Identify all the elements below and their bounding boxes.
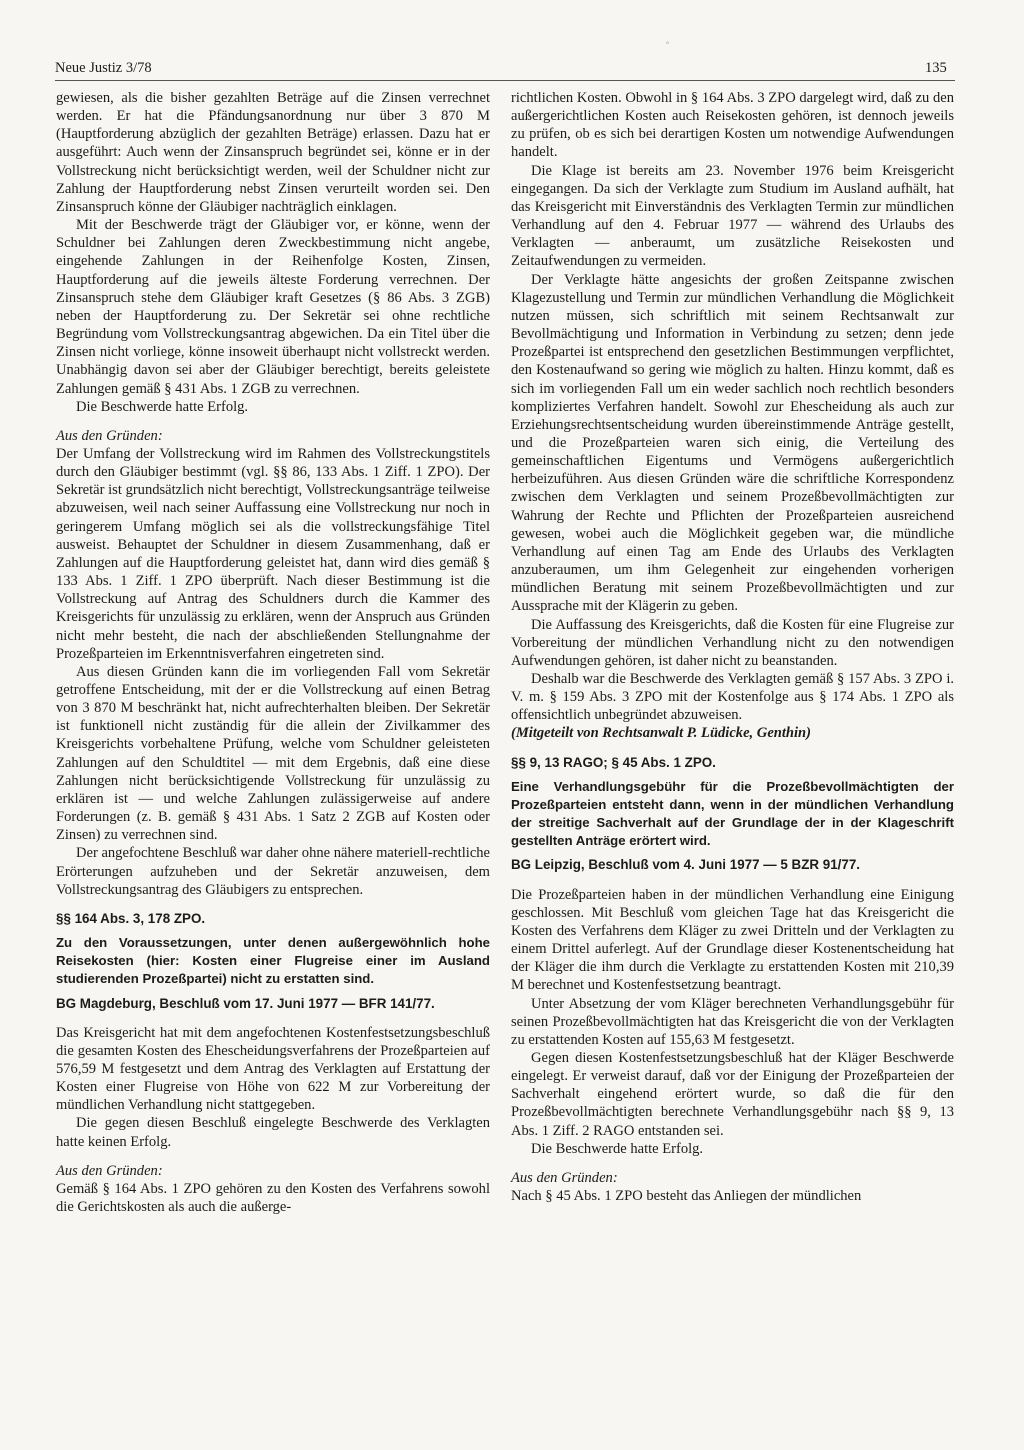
paragraph: Die Prozeßparteien haben in der mündlichen Verhandlung eine Einigung geschlossen. Mit Beschluß vom gleichen Tage hat das Kreisgericht die Kosten des Verfahrens dem Kläger zu zwei Dritteln und der Verklagten zu einem Drittel auferlegt. Auf der Grundlage dieser Kostenentscheidung hat der Kläger die ihm durch die Verklagte zu erstattenden Kosten mit 210,39 M berechnet und Kostenfestsetzung beantragt. — [511, 886, 954, 994]
spacer — [511, 875, 954, 886]
paragraph: Gegen diesen Kostenfestsetzungsbeschluß hat der Kläger Beschwerde eingelegt. Er verweist darauf, daß vor der Einigung der Prozeßparteien der Sachverhalt eingehend erörtert wurde, so daß die für den Prozeßbevollmächtigten berechnete Verhandlungsgebühr nach §§ 9, 13 Abs. 1 Ziff. 2 RAGO entstanden sei. — [511, 1049, 954, 1139]
citation-heading: §§ 164 Abs. 3, 178 ZPO. — [56, 910, 206, 926]
paragraph: Die gegen diesen Beschluß eingelegte Beschwerde des Verklagten hatte keinen Erfolg. — [56, 1115, 490, 1150]
section-heading: Aus den Gründen: — [56, 1162, 163, 1179]
header-rule — [55, 80, 955, 81]
paragraph: Mit der Beschwerde trägt der Gläubiger vor, er könne, wenn der Schuldner bei Zahlungen deren Zweckbestimmung nicht angebe, eingehende Zahlungen in der Reihenfolge Kosten, Zinsen, Hauptforderung auf die jeweils älteste Forderung verrechnen. Der Zinsanspruch stehe dem Gläubiger kraft Gesetzes (§ 86 Abs. 3 ZGB) neben der Hauptforderung zu. Der Sekretär sei ohne rechtliche Begründung vom Vollstreckungsantrag abgewichen. Da ein Titel über die Zinsen nicht vorliege, könne insoweit überhaupt nicht vollstreckt werden. Unabhängig davon sei aber der Gläubiger berechtigt, bereits geleistete Zahlungen gemäß § 431 Abs. 1 ZGB zu verrechnen. — [56, 217, 490, 397]
spacer — [511, 743, 954, 754]
paragraph: Der angefochtene Beschluß war daher ohne nähere materiell-rechtliche Erörterungen aufzuheben und der Sekretär anzuweisen, dem Vollstreckungsantrag des Gläubigers zu entsprechen. — [56, 845, 490, 898]
paragraph: richtlichen Kosten. Obwohl in § 164 Abs. 3 ZPO dargelegt wird, daß zu den außergerichtlichen Kosten auch Reisekosten gehören, ist dennoch jeweils zu prüfen, ob es sich bei derartigen Kosten um notwendige Aufwendungen handelt. — [511, 90, 954, 161]
citation-heading: §§ 9, 13 RAGO; § 45 Abs. 1 ZPO. — [511, 754, 716, 770]
spacer — [56, 416, 490, 427]
paragraph: Die Beschwerde hatte Erfolg. — [76, 398, 249, 415]
right-column — [511, 89, 954, 1205]
paragraph: gewiesen, als die bisher gezahlten Beträge auf die Zinsen verrechnet werden. Er hat die Pfändungsanordnung nur über 3 870 M (Hauptforderung abzüglich der gezahlten Beträge) erlassen. Dazu hat er ausgeführt: Auch wenn der Zinsanspruch begründet sei, könne er in der Vollstreckung nicht berücksichtigt werden, weil der Schuldner nicht zur Zahlung der Hauptforderung nebst Zinsen verurteilt worden sei. Den Zinsanspruch könne der Gläubiger nachträglich einklagen. — [56, 90, 490, 215]
paragraph: Das Kreisgericht hat mit dem angefochtenen Kostenfestsetzungsbeschluß die gesamten Kosten des Ehescheidungsverfahrens der Prozeßparteien auf 576,59 M festgesetzt und dem Antrag des Verklagten auf Erstattung der Kosten einer Flugreise von Höhe von 622 M zur Vorbereitung der mündlichen Verhandlung nicht stattgegeben. — [56, 1024, 490, 1114]
paragraph: Nach § 45 Abs. 1 ZPO besteht das Anliegen der mündlichen — [511, 1188, 862, 1205]
paragraph: Die Beschwerde hatte Erfolg. — [531, 1140, 704, 1157]
running-header-journal: Neue Justiz 3/78 — [55, 60, 152, 76]
citation-heading: BG Magdeburg, Beschluß vom 17. Juni 1977 — BFR 141/77. — [56, 995, 435, 1011]
page-number: 135 — [925, 60, 947, 76]
citation-heading: BG Leipzig, Beschluß vom 4. Juni 1977 — 5 BZR 91/77. — [511, 857, 861, 873]
headnote: Eine Verhandlungsgebühr für die Prozeßbevollmächtigten der Prozeßparteien entsteht dann, wenn in der mündlichen Verhandlung der streitige Sachverhalt auf der Grundlage der in der Klageschrift gestellten Anträge erörtert wird. — [511, 778, 954, 849]
scan-speck: ° — [666, 40, 670, 49]
section-heading: Aus den Gründen: — [56, 427, 163, 444]
paragraph: Gemäß § 164 Abs. 1 ZPO gehören zu den Kosten des Verfahrens sowohl die Gerichtskosten als auch die außerge- — [56, 1180, 490, 1216]
headnote: Zu den Voraussetzungen, unter denen außergewöhnlich hohe Reisekosten (hier: Kosten einer Flugreise einer im Ausland studierenden Prozeßpartei) nicht zu erstatten sind. — [56, 935, 490, 987]
paragraph: Deshalb war die Beschwerde des Verklagten gemäß § 157 Abs. 3 ZPO i. V. m. § 159 Abs. 3 ZPO mit der Kostenfolge aus § 174 Abs. 1 ZPO als offensichtlich unbegründet abzuweisen. — [511, 671, 954, 724]
section-heading: Aus den Gründen: — [511, 1169, 618, 1186]
paragraph: Der Verklagte hätte angesichts der großen Zeitspanne zwischen Klagezustellung und Termin zur mündlichen Verhandlung die Möglichkeit nutzen müssen, sich schriftlich mit seinem Rechtsanwalt zur Bevollmächtigung und Information in Verbindung zu setzen; denn jede Prozeßpartei ist entsprechend den gesetzlichen Bestimmungen verpflichtet, den Kostenaufwand so gering wie möglich zu halten. Hinzu kommt, daß es sich im vorliegenden Fall um ein weder sachlich noch rechtlich besonders kompliziertes Verfahren handelt. Sowohl zur Ehescheidung als auch zur Erziehungsrechtsentscheidung wurden übereinstimmende Anträge gestellt, und die Prozeßparteien waren sich einig, die Verteilung des gemeinschaftlichen Eigentums und Vermögens außergerichtlich herbeizuführen. Aus diesen Gründen wäre die schriftliche Korrespondenz zwischen dem Verklagten und seinem Prozeßbevollmächtigten zur Wahrung der Rechte und Pflichten der Prozeßparteien ausreichend gewesen, wobei auch die Möglichkeit gegeben war, die mündliche Verhandlung auf einen Tag am Ende des Urlaubs des Verklagten anzuberaumen, um ihm Gelegenheit zur eingehenden vorherigen mündlichen Beratung mit seinem Prozeßbevollmächtigten und zur Aussprache mit der Klägerin zu geben. — [511, 271, 954, 615]
paragraph: Aus diesen Gründen kann die im vorliegenden Fall vom Sekretär getroffene Entscheidung, mit der er die Vollstreckung auf einen Betrag von 3 870 M beschränkt hat, nicht aufrechterhalten bleiben. Der Sekretär ist funktionell nicht zuständig für die allein der Zivilkammer des Kreisgerichts vorbehaltene Prüfung, welche vom Schuldner geleisteten Zahlungen auf den Schuldtitel — mit dem Ergebnis, daß eine diese Zahlungen nicht berücksichtigende Vollstreckung für unzulässig zu erklären ist — und welche Zahlungen zulässigerweise auf andere Forderungen (z. B. gemäß § 431 Abs. 1 Satz 2 ZGB auf Kosten oder Zinsen) zu verrechnen sind. — [56, 663, 490, 844]
paragraph: Unter Absetzung der vom Kläger berechneten Verhandlungsgebühr für seinen Prozeßbevollmächtigten hat das Kreisgericht die von der Verklagten zu erstattenden Kosten auf 155,63 M festgesetzt. — [511, 995, 954, 1048]
spacer — [511, 1158, 954, 1169]
paragraph: Der Umfang der Vollstreckung wird im Rahmen des Vollstreckungstitels durch den Gläubiger bestimmt (vgl. §§ 86, 133 Abs. 1 Ziff. 1 ZPO). Der Sekretär ist grundsätzlich nicht berechtigt, Vollstreckungsanträge teilweise abzuweisen, weil nach seiner Auffassung eine Vollstreckung nur noch in geringerem Umfang möglich sei als die vollstreckungsfähige Titel ausweist. Behauptet der Schuldner in diesem Zusammenhang, daß er Zahlungen auf die Hauptforderung geleistet hat, dann wird dies gemäß § 133 Abs. 1 Ziff. 1 ZPO überprüft. Nach dieser Bestimmung ist die Vollstreckung auf Antrag des Schuldners durch die Kammer des Kreisgerichts für unzulässig zu erklären, wenn der Anspruch aus Gründen nicht mehr besteht, die nach der abschließenden Stellungnahme der Prozeßparteien im Erkenntnisverfahren eingetreten sind. — [56, 445, 490, 662]
paragraph: Die Auffassung des Kreisgerichts, daß die Kosten für eine Flugreise zur Vorbereitung der mündlichen Verhandlung nicht zu den notwendigen Aufwendungen gehören, ist daher nicht zu beanstanden. — [511, 616, 954, 669]
spacer — [56, 1013, 490, 1024]
credit-line: (Mitgeteilt von Rechtsanwalt P. Lüdicke, Genthin) — [511, 725, 811, 742]
spacer — [56, 1151, 490, 1162]
spacer — [56, 899, 490, 910]
paragraph: Die Klage ist bereits am 23. November 1976 beim Kreisgericht eingegangen. Da sich der Verklagte zum Studium im Ausland aufhält, hat das Kreisgericht mit Einverständnis des Verklagten Termin zur mündlichen Verhandlung auf den 4. Februar 1977 — während des Urlaubs des Verklagten — anberaumt, um zusätzliche Reisekosten und Zeitaufwendungen zu vermeiden. — [511, 162, 954, 270]
left-column — [56, 89, 490, 1216]
